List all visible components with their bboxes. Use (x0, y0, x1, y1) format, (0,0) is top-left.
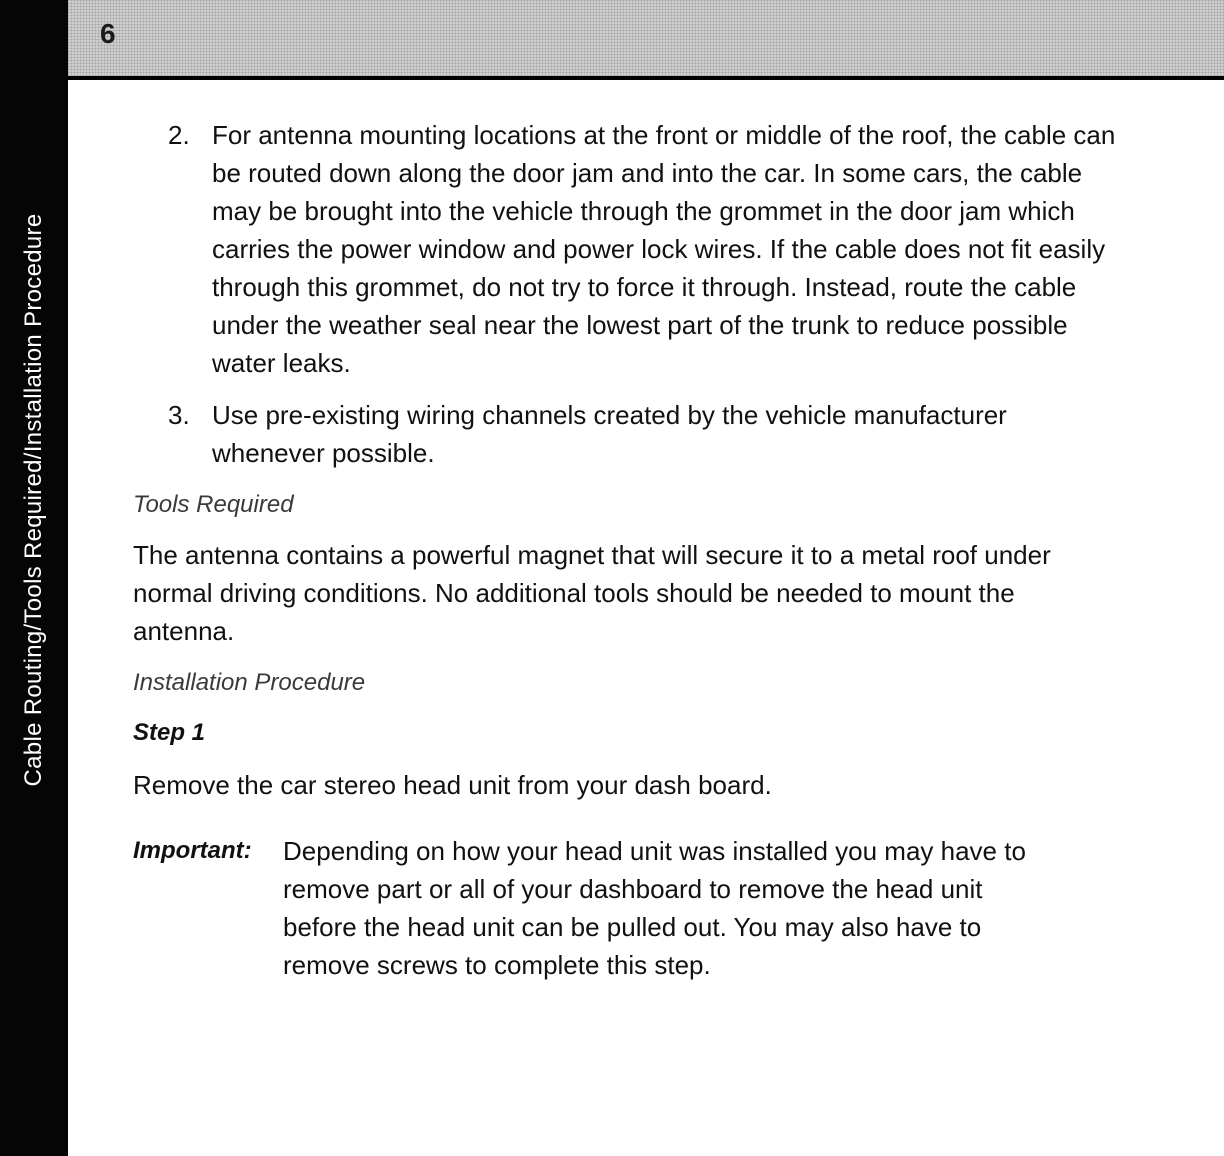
tools-required-heading: Tools Required (133, 491, 294, 518)
page-content (133, 116, 1123, 984)
header-bar (68, 0, 1224, 80)
important-note (133, 832, 1123, 984)
side-tab-label: Cable Routing/Tools Required/Installation Procedure (20, 213, 47, 787)
tools-required-body: The antenna contains a powerful magnet that will secure it to a metal roof under normal driving conditions. No additional tools should be needed to mount the antenna. (133, 540, 1051, 646)
step-body: Remove the car stereo head unit from your dash board. (133, 770, 772, 800)
important-label: Important: (133, 837, 252, 864)
side-tab (0, 0, 68, 1156)
list-item (133, 116, 1123, 382)
important-text: Depending on how your head unit was installed you may have to remove part or all of your dashboard to remove the head unit before the head unit can be pulled out. You may also have to remove screws to complete this step. (283, 836, 1026, 980)
installation-procedure-heading: Installation Procedure (133, 669, 366, 696)
list-item-number: 2. (168, 120, 190, 150)
list-item-number: 3. (168, 400, 190, 430)
list-item-text: For antenna mounting locations at the front or middle of the roof, the cable can be routed down along the door jam and into the car. In some cars, the cable may be brought into the vehicle through the grommet in the door jam which carries the power window and power lock wires. If the cable does not fit easily through this grommet, do not try to force it through. Instead, route the cable under the weather seal near the lowest part of the trunk to reduce possible water leaks. (212, 120, 1116, 378)
list-item (133, 396, 1123, 472)
page-number: 6 (100, 18, 116, 49)
step-heading: Step 1 (133, 719, 206, 746)
list-item-text: Use pre-existing wiring channels created by the vehicle manufacturer whenever possible. (212, 400, 1007, 468)
